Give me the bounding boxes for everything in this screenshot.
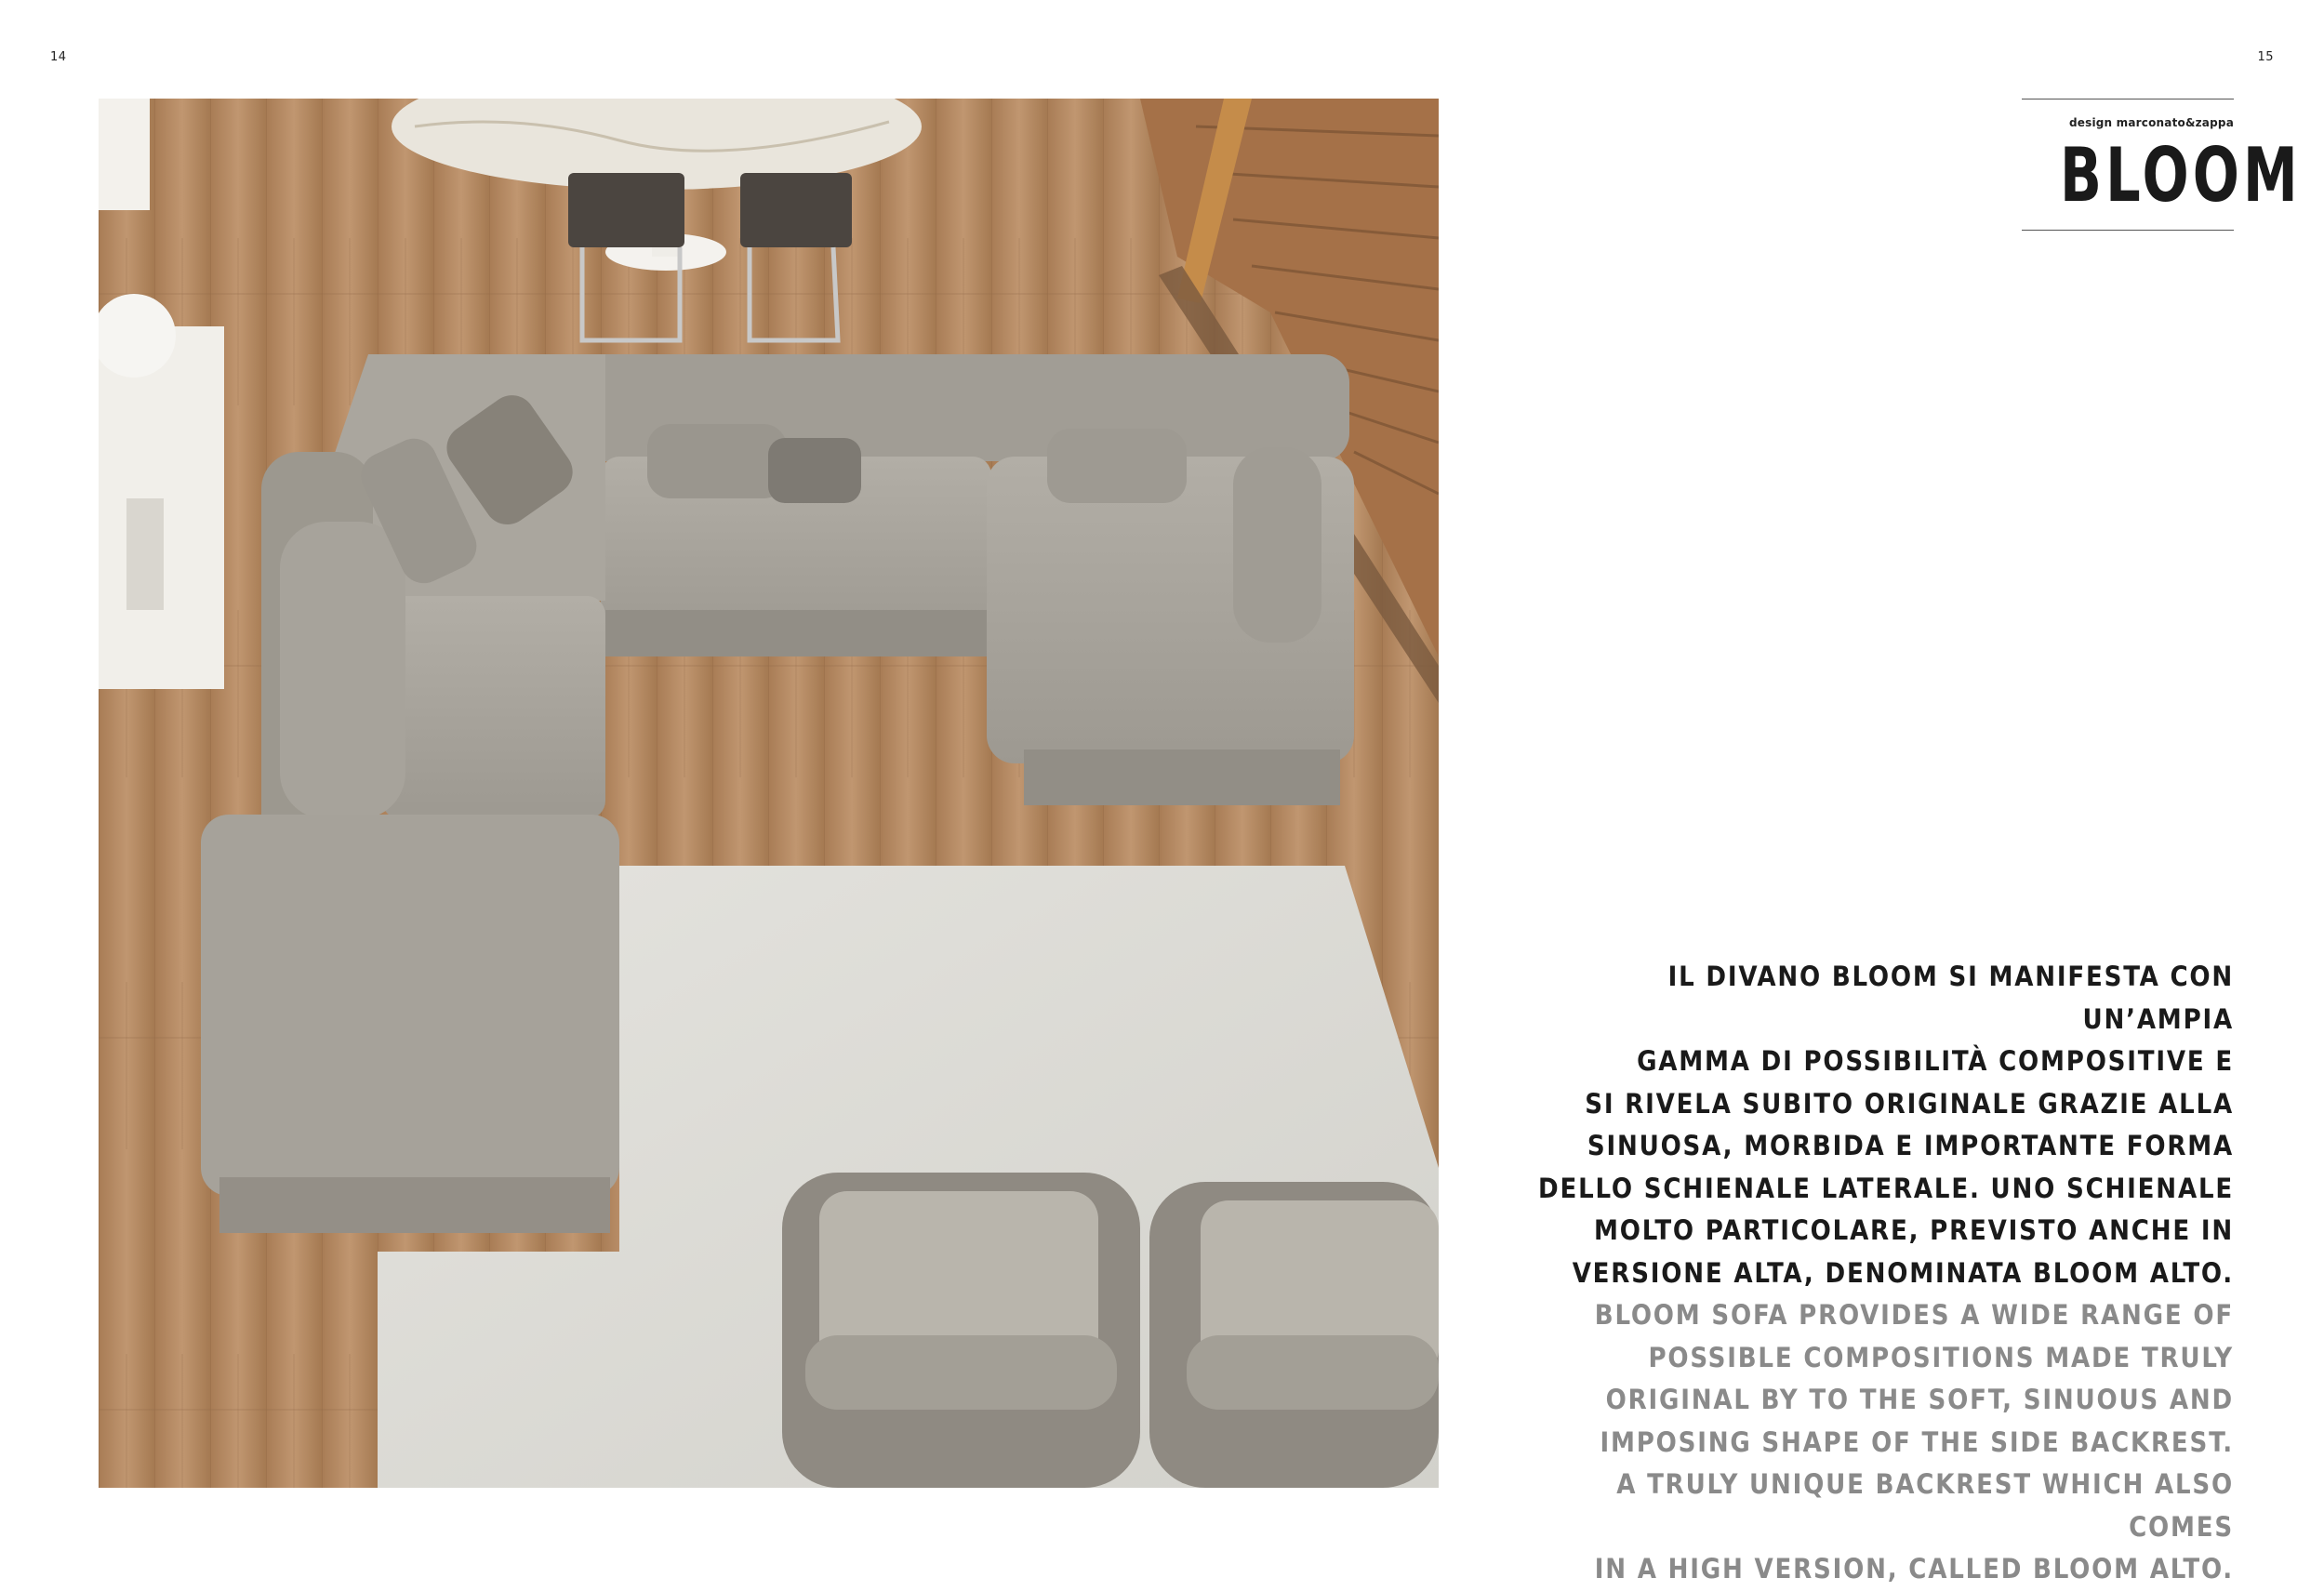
english-line: BLOOM SOFA PROVIDES A WIDE RANGE OF bbox=[1594, 1299, 2234, 1331]
english-line: IN A HIGH VERSION, CALLED BLOOM ALTO. bbox=[1594, 1553, 2234, 1584]
english-line: IMPOSING SHAPE OF THE SIDE BACKREST. bbox=[1600, 1425, 2234, 1458]
italian-line: GAMMA DI POSSIBILITÀ COMPOSITIVE E bbox=[1637, 1045, 2234, 1077]
english-line: POSSIBLE COMPOSITIONS MADE TRULY bbox=[1648, 1341, 2234, 1373]
english-line: A TRULY UNIQUE BACKREST WHICH ALSO COMES bbox=[1616, 1468, 2234, 1543]
product-title: BLOOM bbox=[2060, 132, 2302, 219]
italian-line: IL DIVANO BLOOM SI MANIFESTA CON UN’AMPIA bbox=[1667, 961, 2234, 1035]
italian-line: SI RIVELA SUBITO ORIGINALE GRAZIE ALLA bbox=[1585, 1087, 2234, 1120]
page-number-right: 15 bbox=[2257, 50, 2274, 64]
italian-line: SINUOSA, MORBIDA E IMPORTANTE FORMA bbox=[1587, 1130, 2234, 1161]
sofa-photo bbox=[99, 99, 1439, 1488]
english-line: ORIGINAL BY TO THE SOFT, SINUOUS AND bbox=[1605, 1384, 2234, 1415]
italian-line: VERSIONE ALTA, DENOMINATA BLOOM ALTO. bbox=[1572, 1256, 2234, 1289]
product-header bbox=[2022, 99, 2302, 231]
italian-line: MOLTO PARTICOLARE, PREVISTO ANCHE IN bbox=[1593, 1214, 2234, 1246]
designer-credit: design marconato&zappa bbox=[2068, 116, 2234, 129]
page-number-left: 14 bbox=[50, 50, 67, 64]
italian-line: DELLO SCHIENALE LATERALE. UNO SCHIENALE bbox=[1538, 1172, 2234, 1204]
product-description bbox=[1527, 956, 2234, 1591]
